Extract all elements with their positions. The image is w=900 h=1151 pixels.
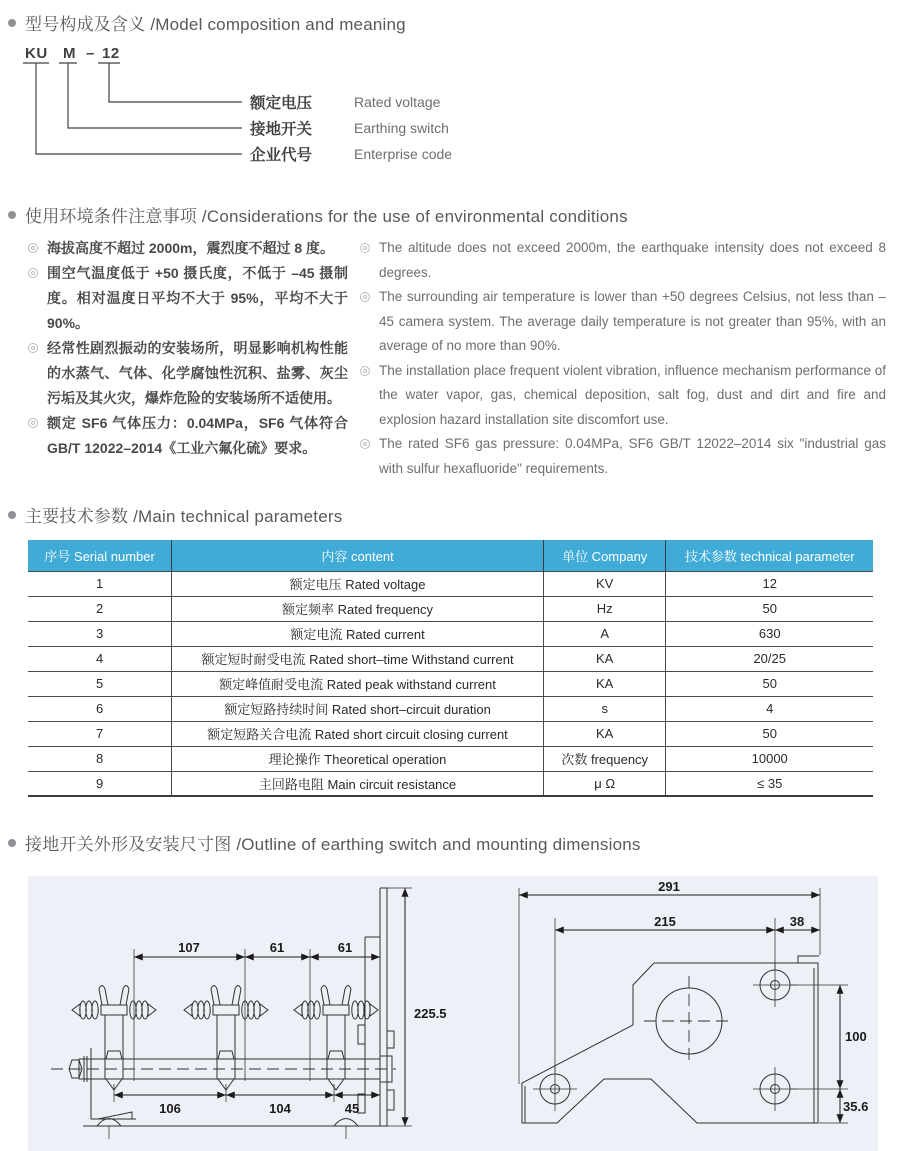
cell-unit: KA (543, 671, 666, 696)
model-code-part: M (63, 45, 76, 62)
bullet-icon (8, 511, 16, 519)
section-title-model (8, 10, 406, 35)
cell-value: 50 (666, 721, 873, 746)
list-item (360, 432, 886, 481)
dim-label: 104 (269, 1101, 291, 1116)
cell-content: 主回路电阻 Main circuit resistance (172, 771, 544, 796)
earthing-switch-drawing (51, 888, 447, 1139)
list-item (28, 411, 348, 461)
cell-content: 额定电流 Rated current (172, 621, 544, 646)
cell-value: 4 (666, 696, 873, 721)
dim-label: 45 (344, 1101, 360, 1116)
cell-value: 10000 (666, 746, 873, 771)
env-text-en: The installation place frequent violent vibration, influence mechanism performance of the water vapor, gas, chemical deposition, salt fog, dust and dirt and fire and explosion hazard installation site discomfort use. (379, 362, 886, 427)
cell-serial: 4 (28, 646, 172, 671)
cell-serial: 7 (28, 721, 172, 746)
model-label-cn: 企业代号 (250, 147, 313, 164)
dim-label: 61 (269, 940, 285, 955)
section-title-parameters (8, 502, 342, 527)
cell-serial: 8 (28, 746, 172, 771)
cell-unit: μ Ω (543, 771, 666, 796)
model-label-cn: 接地开关 (250, 121, 313, 138)
cell-serial: 6 (28, 696, 172, 721)
pole-assembly (184, 986, 268, 1091)
ring-bullet-icon (360, 439, 370, 449)
env-text-cn: 经常性剧烈振动的安装场所，明显影响机构性能的水蒸气、气体、化学腐蚀性沉积、盐雾、灰尘污垢及其火灾，爆炸危险的安装场所不适使用。 (47, 340, 348, 406)
table-row (28, 646, 873, 671)
section-title-text: 型号构成及含义 /Model composition and meaning (25, 15, 406, 34)
env-text-cn: 海拔高度不超过 2000m，震烈度不超过 8 度。 (47, 240, 335, 256)
table-row (28, 671, 873, 696)
model-diagram (20, 44, 580, 176)
dim-label: 215 (654, 914, 676, 929)
cell-serial: 3 (28, 621, 172, 646)
cell-content: 额定短时耐受电流 Rated short–time Withstand current (172, 646, 544, 671)
column-header: 内容 content (172, 540, 544, 571)
model-label-en: Enterprise code (354, 146, 453, 162)
model-label-en: Rated voltage (354, 94, 441, 110)
column-header: 单位 Company (543, 540, 666, 571)
pole-assembly (72, 986, 156, 1091)
table-row (28, 746, 873, 771)
section-title-outline (8, 830, 641, 855)
dim-label: 107 (178, 940, 200, 955)
ring-bullet-icon (28, 418, 38, 428)
ring-bullet-icon (28, 268, 38, 278)
cell-unit: s (543, 696, 666, 721)
cell-unit: KA (543, 646, 666, 671)
mounting-plate-drawing (519, 879, 868, 1123)
cell-unit: KA (543, 721, 666, 746)
table-row (28, 596, 873, 621)
cell-value: 50 (666, 596, 873, 621)
list-item (28, 336, 348, 411)
env-text-en: The altitude does not exceed 2000m, the earthquake intensity does not exceed 8 degrees. (379, 240, 886, 280)
env-column-cn (28, 236, 348, 481)
cell-value: 12 (666, 571, 873, 596)
section-title-text: 接地开关外形及安装尺寸图 /Outline of earthing switch and mounting dimensions (25, 835, 641, 854)
table-row (28, 621, 873, 646)
cell-value: 630 (666, 621, 873, 646)
column-header: 技术参数 technical parameter (666, 540, 873, 571)
model-code-part: KU (25, 45, 48, 62)
cell-content: 额定短路关合电流 Rated short circuit closing current (172, 721, 544, 746)
table-row (28, 721, 873, 746)
table-row (28, 571, 873, 596)
table-header-row (28, 540, 873, 571)
model-connector-lines (23, 63, 242, 154)
cell-serial: 9 (28, 771, 172, 796)
outline-drawings (28, 876, 878, 1151)
cell-unit: Hz (543, 596, 666, 621)
list-item (360, 359, 886, 433)
bullet-icon (8, 839, 16, 847)
section-title-text: 主要技术参数 /Main technical parameters (25, 507, 343, 526)
list-item (28, 261, 348, 336)
table-row (28, 696, 873, 721)
dim-label: 35.6 (843, 1099, 869, 1114)
dim-label: 291 (658, 879, 680, 894)
cell-content: 理论操作 Theoretical operation (172, 746, 544, 771)
env-column-en (360, 236, 886, 481)
env-text-en: The rated SF6 gas pressure: 0.04MPa, SF6 GB/T 12022–2014 six "industrial gas with sulfur hexafluoride" requirements. (379, 436, 886, 476)
model-label-en: Earthing switch (354, 120, 449, 136)
dim-label: 38 (789, 914, 805, 929)
ring-bullet-icon (360, 366, 370, 376)
cell-serial: 5 (28, 671, 172, 696)
parameters-table (28, 540, 873, 797)
list-item (360, 236, 886, 285)
dim-label: 225.5 (414, 1006, 447, 1021)
ring-bullet-icon (28, 243, 38, 253)
ring-bullet-icon (360, 243, 370, 253)
environment-conditions (28, 236, 886, 481)
dim-label: 106 (159, 1101, 181, 1116)
cell-value: 50 (666, 671, 873, 696)
dim-label: 100 (845, 1029, 867, 1044)
section-title-text: 使用环境条件注意事项 /Considerations for the use of environmental conditions (25, 207, 628, 226)
bullet-icon (8, 19, 16, 27)
cell-unit: KV (543, 571, 666, 596)
bullet-icon (8, 211, 16, 219)
column-header: 序号 Serial number (28, 540, 172, 571)
cell-unit: A (543, 621, 666, 646)
env-text-en: The surrounding air temperature is lower than +50 degrees Celsius, not less than –45 camera system. The average daily temperature is not greater than 95%, with an average of no more than 90%. (379, 289, 886, 353)
cell-content: 额定峰值耐受电流 Rated peak withstand current (172, 671, 544, 696)
ring-bullet-icon (360, 292, 370, 302)
cell-unit: 次数 frequency (543, 746, 666, 771)
list-item (360, 285, 886, 359)
ring-bullet-icon (28, 343, 38, 353)
model-code-part: – (86, 45, 95, 62)
cell-content: 额定短路持续时间 Rated short–circuit duration (172, 696, 544, 721)
model-label-cn: 额定电压 (250, 95, 313, 112)
outline-panel (28, 876, 878, 1151)
cell-content: 额定电压 Rated voltage (172, 571, 544, 596)
dim-label: 61 (337, 940, 353, 955)
cell-content: 额定频率 Rated frequency (172, 596, 544, 621)
list-item (28, 236, 348, 261)
table-row (28, 771, 873, 796)
cell-serial: 2 (28, 596, 172, 621)
cell-value: 20/25 (666, 646, 873, 671)
env-text-cn: 额定 SF6 气体压力：0.04MPa，SF6 气体符合 GB/T 12022–2014《工业六氟化硫》要求。 (47, 415, 348, 456)
bolt-hole (753, 1067, 797, 1111)
model-code-part: 12 (102, 45, 120, 62)
env-text-cn: 围空气温度低于 +50 摄氏度，不低于 –45 摄制度。相对温度日平均不大于 95%，平均不大于 90%。 (47, 265, 348, 331)
cell-serial: 1 (28, 571, 172, 596)
section-title-environment (8, 202, 628, 227)
bolt-hole (753, 963, 797, 1007)
cell-value: ≤ 35 (666, 771, 873, 796)
